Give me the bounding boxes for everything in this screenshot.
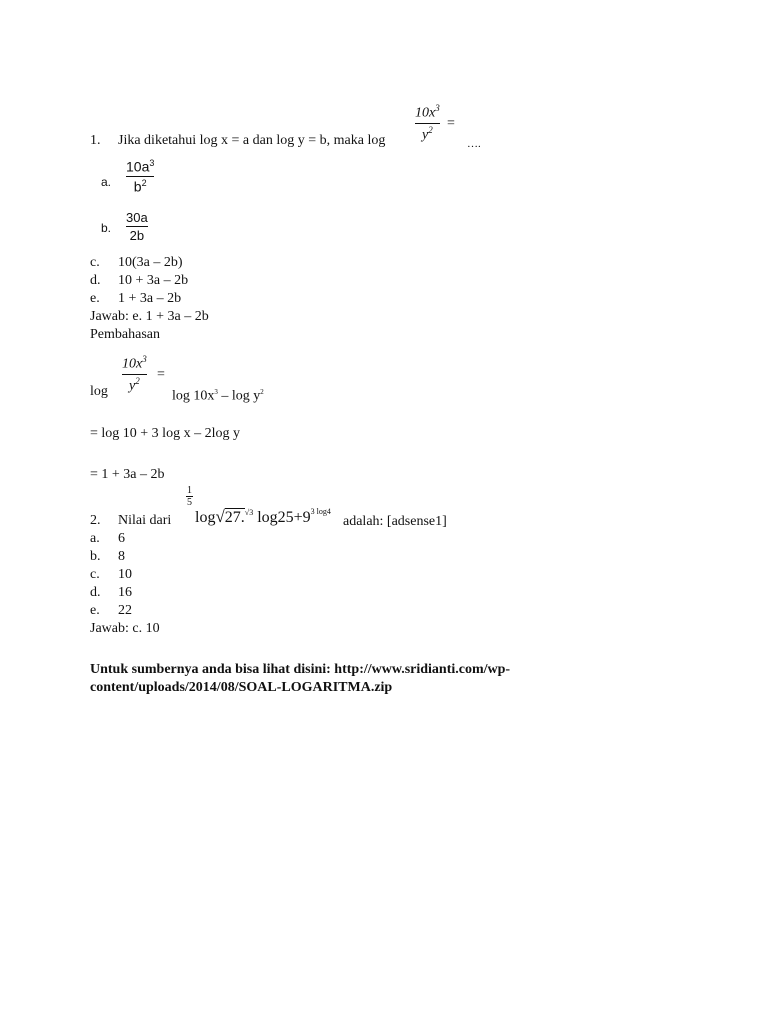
source-line-2: content/uploads/2014/08/SOAL-LOGARITMA.zip xyxy=(90,680,393,695)
option-label: e. xyxy=(90,603,100,618)
option-label: a. xyxy=(90,531,100,546)
question-text: Nilai dari xyxy=(118,513,172,528)
option-b-fraction xyxy=(126,211,148,242)
expression-rest: log25+9 xyxy=(257,509,311,526)
fraction-numerator: 10x xyxy=(415,105,436,121)
step-1-term-exponent: 3 xyxy=(214,388,218,396)
log-base-fraction xyxy=(186,485,193,508)
q2-option-a xyxy=(90,531,125,547)
fraction-bar xyxy=(122,374,147,375)
option-value: 8 xyxy=(118,549,125,564)
option-d xyxy=(90,273,188,289)
option-a-fraction xyxy=(126,159,154,193)
option-a-label: a. xyxy=(101,175,112,189)
step-1-log: log xyxy=(90,384,108,399)
step-2: = log 10 + 3 log x – 2log y xyxy=(90,426,240,441)
step-3: = 1 + 3a – 2b xyxy=(90,467,165,482)
fraction-denominator-exponent: 2 xyxy=(428,124,433,135)
q2-option-b xyxy=(90,549,125,565)
question-1-fraction xyxy=(415,104,440,142)
discussion-heading: Pembahasan xyxy=(90,327,160,342)
question-2-tail: adalah: [adsense1] xyxy=(343,514,447,529)
option-b-numerator: 30a xyxy=(126,210,148,225)
fraction-denominator-exponent: 2 xyxy=(135,375,140,386)
log-text: log xyxy=(195,509,216,526)
step-1-equals: = xyxy=(157,367,165,382)
option-label: d. xyxy=(90,273,101,288)
q2-option-d xyxy=(90,585,132,601)
question-1-equals: = xyxy=(447,116,455,131)
step-1-term: – log y xyxy=(217,388,261,404)
option-text: 10 + 3a – 2b xyxy=(118,273,189,288)
sqrt-sign: √ xyxy=(215,507,225,526)
fraction-bar xyxy=(415,123,440,124)
step-1-term-exponent: 2 xyxy=(260,388,264,396)
question-1-dots: …. xyxy=(467,138,481,150)
question-2-expression xyxy=(195,503,331,527)
question-number: 1. xyxy=(90,133,101,148)
question-text: Jika diketahui log x = a dan log y = b, maka log xyxy=(118,133,386,148)
fraction-denominator: y xyxy=(422,127,429,143)
step-1-fraction xyxy=(122,355,147,393)
radicand: 27. xyxy=(224,509,245,526)
option-b-label: b. xyxy=(101,221,112,235)
step-1-term: log 10x xyxy=(172,388,215,404)
option-value: 6 xyxy=(118,531,125,546)
q2-option-e xyxy=(90,603,132,619)
option-text: 10(3a – 2b) xyxy=(118,255,183,270)
question-number: 2. xyxy=(90,513,101,528)
fraction-bar xyxy=(126,176,154,177)
option-label: e. xyxy=(90,291,100,306)
log-base-denominator: 5 xyxy=(187,497,192,508)
option-b-denominator: 2b xyxy=(129,228,145,243)
fraction-numerator-exponent: 3 xyxy=(435,103,440,113)
fraction-numerator: 10x xyxy=(122,356,143,372)
option-a-denominator-exponent: 2 xyxy=(141,177,147,188)
option-a-denominator: b xyxy=(133,178,142,195)
answer-1: Jawab: e. 1 + 3a – 2b xyxy=(90,309,209,324)
option-value: 10 xyxy=(118,567,132,582)
fraction-bar xyxy=(126,226,148,227)
small-root: √3 xyxy=(244,508,254,517)
exponent-log: 3 log4 xyxy=(310,507,331,516)
fraction-denominator: y xyxy=(129,378,136,394)
option-a-numerator: 10a xyxy=(126,158,150,175)
fraction-numerator-exponent: 3 xyxy=(142,354,147,364)
option-label: b. xyxy=(90,549,101,564)
question-1 xyxy=(90,133,385,149)
option-a-numerator-exponent: 3 xyxy=(149,158,155,168)
source-line-1: Untuk sumbernya anda bisa lihat disini: http://www.sridianti.com/wp- xyxy=(90,662,511,677)
log-base-numerator: 1 xyxy=(187,485,192,496)
answer-2: Jawab: c. 10 xyxy=(90,621,160,636)
step-1-rhs xyxy=(172,384,264,405)
q2-option-c xyxy=(90,567,132,583)
option-label: d. xyxy=(90,585,101,600)
option-label: c. xyxy=(90,567,100,582)
option-c xyxy=(90,255,183,271)
option-text: 1 + 3a – 2b xyxy=(118,291,182,306)
question-2 xyxy=(90,513,171,529)
option-label: c. xyxy=(90,255,100,270)
option-e xyxy=(90,291,181,307)
option-value: 16 xyxy=(118,585,132,600)
option-value: 22 xyxy=(118,603,132,618)
